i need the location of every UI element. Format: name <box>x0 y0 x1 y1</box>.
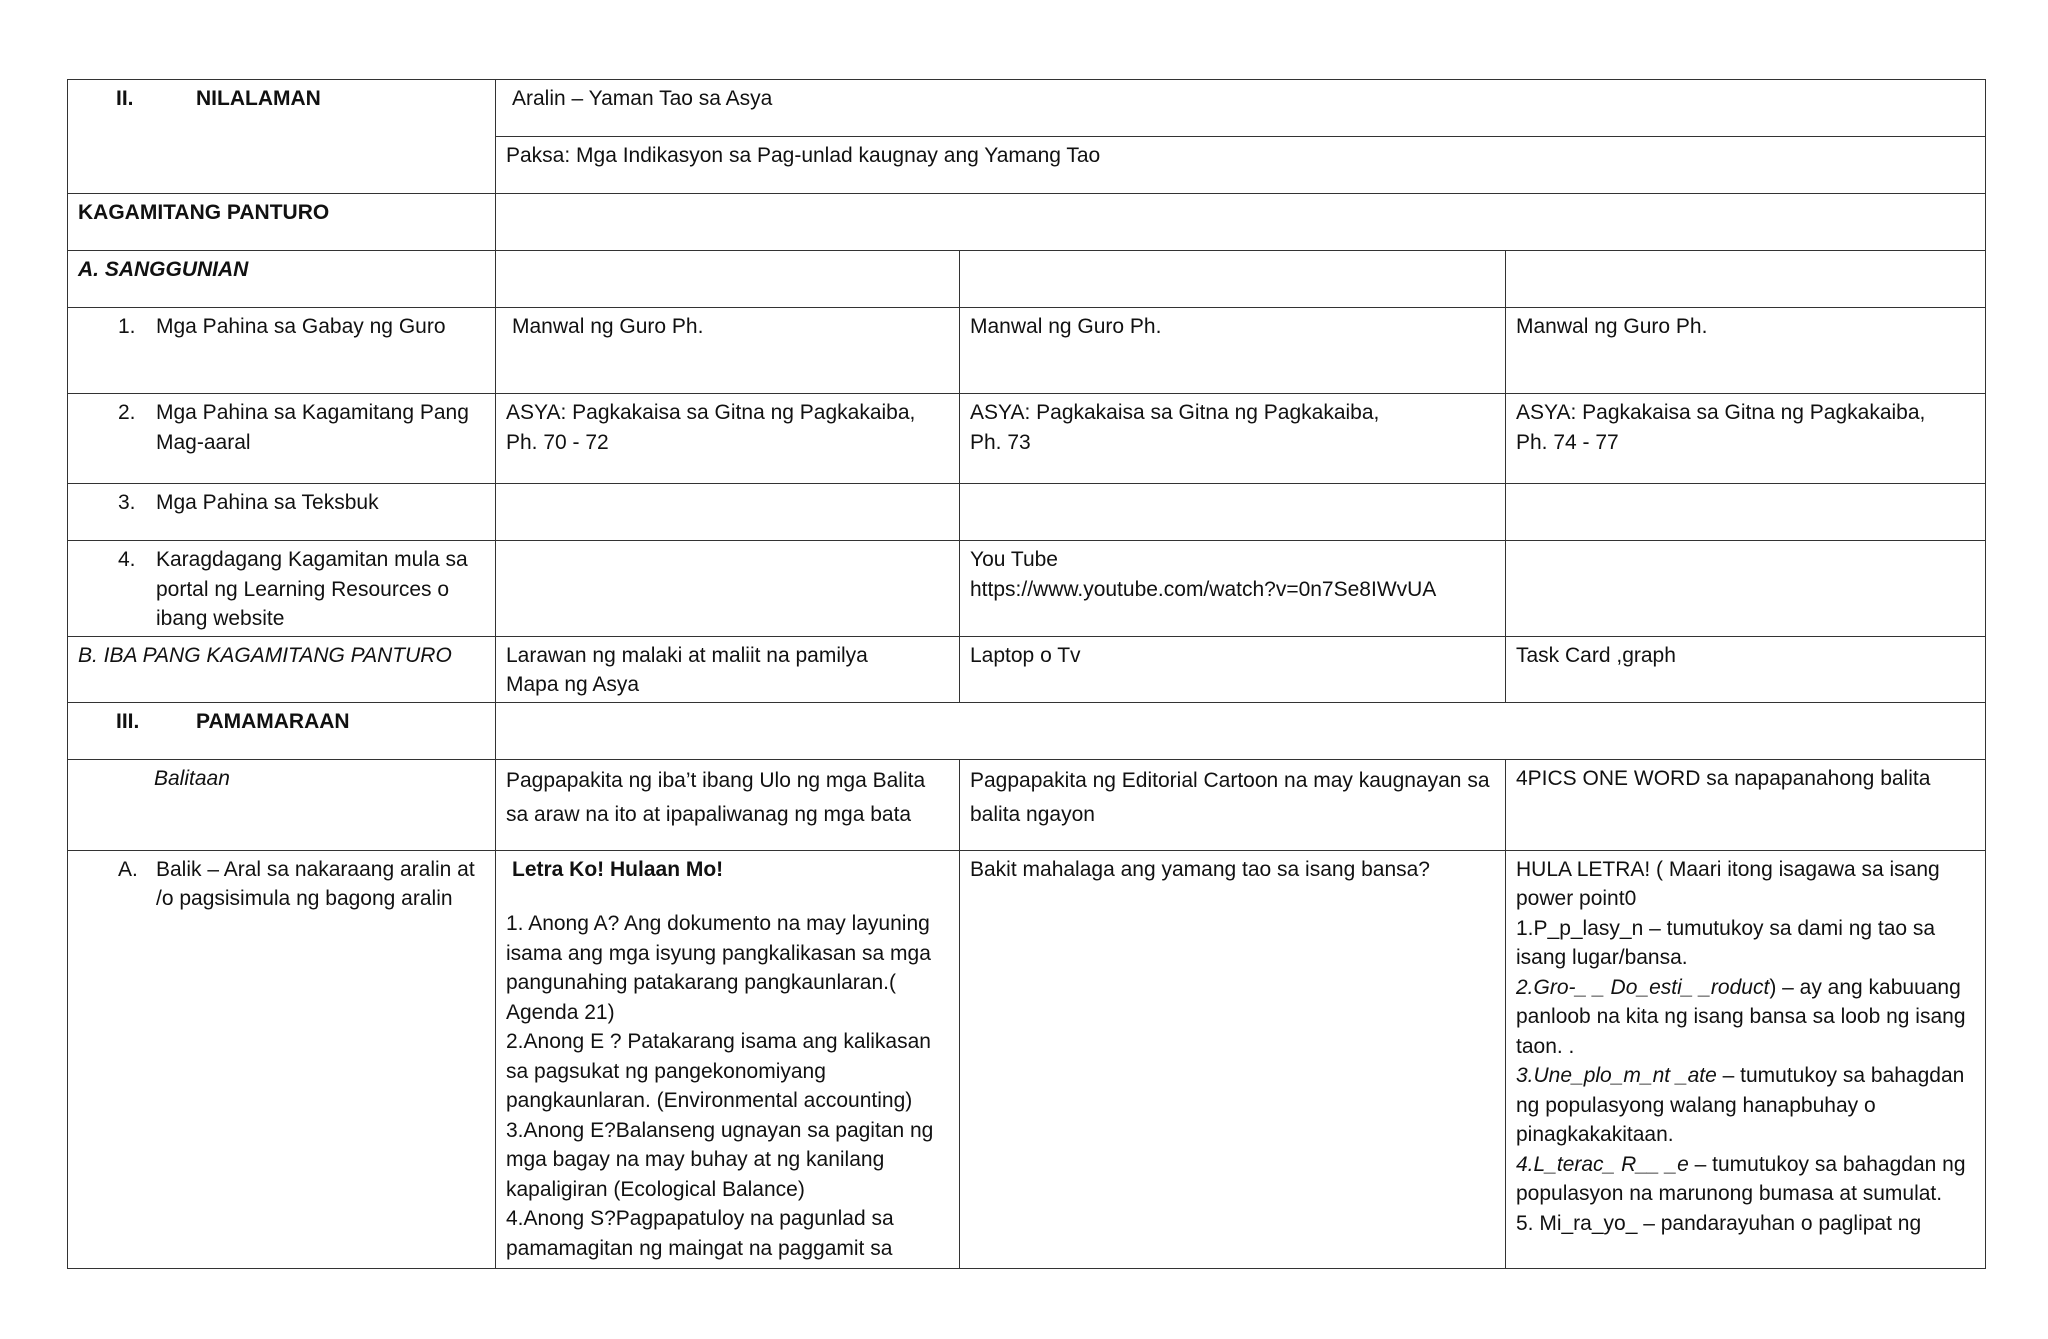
day2-cell <box>960 541 1506 637</box>
page-range: Ph. 70 - 72 <box>506 430 609 454</box>
item-number: 1. <box>118 315 136 338</box>
section-title: NILALAMAN <box>196 87 321 110</box>
roman-numeral: III. <box>116 709 140 733</box>
question-item: 2.Anong E ? Patakarang isama ang kalikasan sa pagsukat ng pangekonomiyang pangkaunlaran. (Environmental accounting) <box>506 1030 931 1112</box>
empty-cell <box>496 702 1986 759</box>
sanggunian-item-1 <box>68 308 1986 394</box>
book-title: ASYA: Pagkakaisa sa Gitna ng Pagkakaiba, <box>1516 401 1926 424</box>
iba-pang-kagamitan-heading: B. IBA PANG KAGAMITANG PANTURO <box>68 636 496 702</box>
pamamaraan-heading <box>68 702 496 759</box>
balitaan-row <box>68 759 1986 850</box>
roman-numeral: II. <box>116 87 134 110</box>
empty-cell <box>960 251 1506 308</box>
question-item: 1. Anong A? Ang dokumento na may layuning isama ang mga isyung pangkalikasan sa mga pangunahing patakarang pangkaunlaran.( Agenda 21) <box>506 912 931 1024</box>
item-label: Karagdagang Kagamitan mula sa portal ng Learning Resources o ibang website <box>156 548 468 630</box>
day2-cell: Laptop o Tv <box>960 636 1506 702</box>
hula-term: 3.Une_plo_m_nt _ate <box>1516 1064 1717 1087</box>
sanggunian-heading: A. SANGGUNIAN <box>68 251 496 308</box>
balik-aral-row <box>68 850 1986 1268</box>
kagamitang-panturo-heading: KAGAMITANG PANTURO <box>68 194 496 251</box>
nilalaman-row <box>68 80 1986 137</box>
iba-pang-kagamitan-row <box>68 636 1986 702</box>
material-item: Mapa ng Asya <box>506 673 640 696</box>
item-label: Mga Pahina sa Kagamitang Pang Mag-aaral <box>156 401 469 454</box>
item-label-cell <box>68 484 496 541</box>
balitaan-label <box>68 759 496 850</box>
aralin-cell: Aralin – Yaman Tao sa Asya <box>496 80 1986 137</box>
youtube-link[interactable]: https://www.youtube.com/watch?v=0n7Se8IWvUA <box>970 577 1437 601</box>
day3-cell: Task Card ,graph <box>1506 636 1986 702</box>
resource-source: You Tube <box>970 548 1058 571</box>
day1-cell: Manwal ng Guro Ph. <box>496 308 960 394</box>
day3-cell: Manwal ng Guro Ph. <box>1506 308 1986 394</box>
item-number: A. <box>118 857 138 881</box>
page-range: Ph. 74 - 77 <box>1516 430 1619 454</box>
kagamitang-panturo-row <box>68 194 1986 251</box>
book-title: ASYA: Pagkakaisa sa Gitna ng Pagkakaiba, <box>506 401 916 424</box>
empty-cell <box>960 484 1506 541</box>
item-label-cell <box>68 850 496 1268</box>
activity-intro: HULA LETRA! ( Maari itong isagawa sa isang power point0 <box>1516 857 1940 910</box>
sanggunian-item-2 <box>68 394 1986 484</box>
hula-term: 5. Mi_ra_yo_ <box>1516 1211 1638 1235</box>
day2-cell: Bakit mahalaga ang yamang tao sa isang bansa? <box>960 850 1506 1268</box>
hula-definition: – tumutukoy sa bahagdan ng populasyong walang hanapbuhay o pinagkakakitaan. <box>1516 1064 1965 1146</box>
day3-cell <box>1506 394 1986 484</box>
sanggunian-item-4 <box>68 541 1986 637</box>
hula-item <box>1516 1150 1975 1209</box>
day3-cell: 4PICS ONE WORD sa napapanahong balita <box>1506 759 1986 850</box>
empty-cell <box>1506 484 1986 541</box>
day3-cell <box>1506 850 1986 1268</box>
item-label-cell <box>68 394 496 484</box>
question-item: 4.Anong S?Pagpapatuloy na pagunlad sa pamamagitan ng maingat na paggamit sa <box>506 1207 894 1260</box>
hula-definition: – tumutukoy sa bahagdan ng populasyon na marunong bumasa at sumulat. <box>1516 1152 1966 1205</box>
day1-cell: Pagpapakita ng iba’t ibang Ulo ng mga Balita sa araw na ito at ipapaliwanag ng mga bata <box>496 759 960 850</box>
pamamaraan-row <box>68 702 1986 759</box>
empty-cell <box>496 194 1986 251</box>
day2-cell: Manwal ng Guro Ph. <box>960 308 1506 394</box>
page-range: Ph. 73 <box>970 430 1031 454</box>
day2-cell: Pagpapakita ng Editorial Cartoon na may kaugnayan sa balita ngayon <box>960 759 1506 850</box>
paksa-cell: Paksa: Mga Indikasyon sa Pag-unlad kaugnay ang Yamang Tao <box>496 137 1986 194</box>
empty-cell <box>496 484 960 541</box>
nilalaman-heading <box>68 80 496 194</box>
activity-title: Letra Ko! Hulaan Mo! <box>512 857 724 881</box>
empty-cell <box>1506 251 1986 308</box>
item-number: 4. <box>118 548 136 571</box>
hula-item <box>1516 914 1975 973</box>
balitaan-text: Balitaan <box>154 766 230 790</box>
item-label: Mga Pahina sa Gabay ng Guro <box>156 315 446 338</box>
day2-cell <box>960 394 1506 484</box>
empty-cell <box>496 251 960 308</box>
item-label-cell <box>68 541 496 637</box>
item-label: Balik – Aral sa nakaraang aralin at /o pagsisimula ng bagong aralin <box>156 857 475 910</box>
hula-term: 2.Gro-_ _ Do_esti_ _roduct <box>1516 975 1770 999</box>
item-label: Mga Pahina sa Teksbuk <box>156 491 379 514</box>
hula-definition: – tumutukoy sa dami ng tao sa isang lugar/bansa. <box>1516 916 1936 969</box>
question-item: 3.Anong E?Balanseng ugnayan sa pagitan ng mga bagay na may buhay at ng kanilang kapaligiran (Ecological Balance) <box>506 1118 934 1201</box>
hula-definition: ) – ay ang kabuuang panloob na kita ng isang bansa sa loob ng isang taon. . <box>1516 975 1966 1058</box>
day1-cell <box>496 394 960 484</box>
hula-item <box>1516 1209 1975 1239</box>
book-title: ASYA: Pagkakaisa sa Gitna ng Pagkakaiba, <box>970 401 1380 424</box>
item-number: 2. <box>118 401 136 424</box>
lesson-plan-table <box>67 79 1986 1269</box>
hula-term: 4.L_terac_ R__ _e <box>1516 1152 1689 1176</box>
sanggunian-item-3 <box>68 484 1986 541</box>
item-number: 3. <box>118 491 136 514</box>
empty-cell <box>1506 541 1986 637</box>
item-label-cell <box>68 308 496 394</box>
sanggunian-row <box>68 251 1986 308</box>
hula-definition: – pandarayuhan o paglipat ng <box>1637 1211 1922 1235</box>
day1-cell <box>496 636 960 702</box>
section-title: PAMAMARAAN <box>196 709 350 733</box>
empty-cell <box>496 541 960 637</box>
hula-term: 1.P_p_lasy_n <box>1516 916 1644 940</box>
day1-cell <box>496 850 960 1268</box>
material-item: Larawan ng malaki at maliit na pamilya <box>506 643 868 667</box>
hula-item <box>1516 1061 1975 1150</box>
hula-item <box>1516 973 1975 1062</box>
